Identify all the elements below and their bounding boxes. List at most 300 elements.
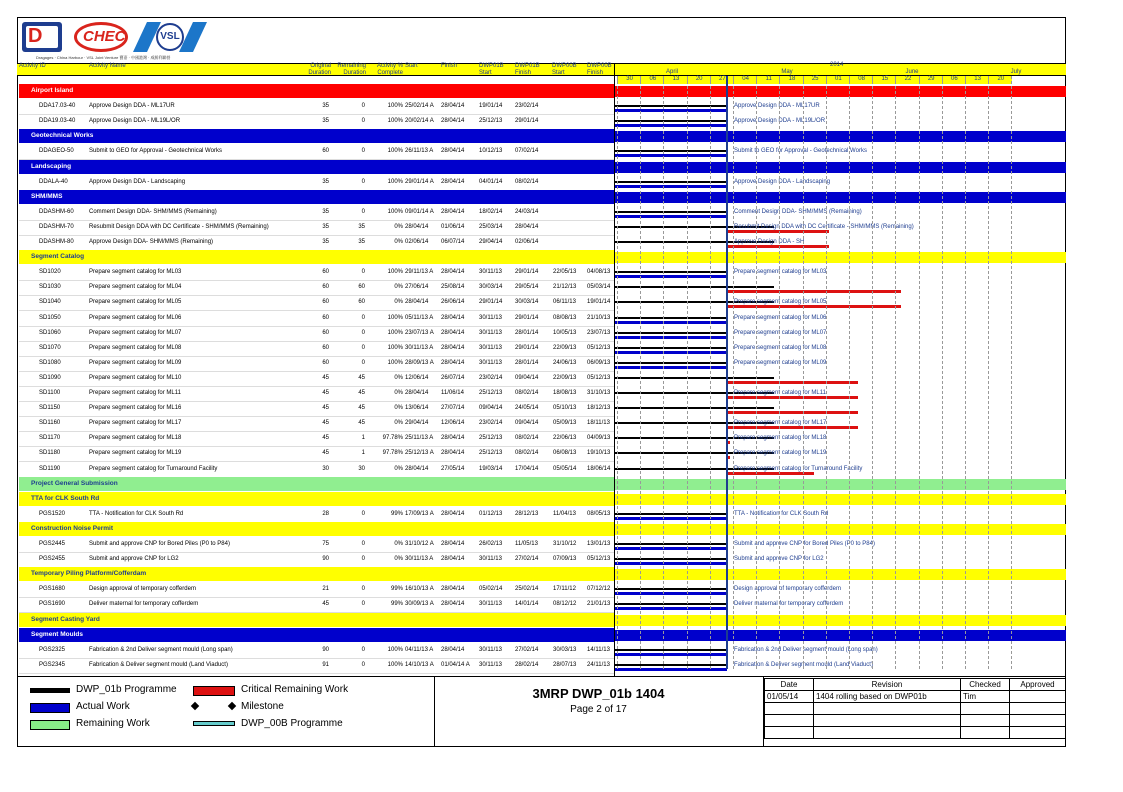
cell-start: 20/02/14 A [405, 118, 434, 125]
cell-bs: 30/11/13 [479, 269, 502, 276]
cell-bf: 24/03/14 [515, 208, 539, 215]
cell-rd: 0 [361, 510, 365, 517]
table-row[interactable] [19, 507, 614, 523]
col-activity-id: Activity ID [19, 63, 46, 69]
cell-start: 30/11/13 A [405, 556, 434, 563]
timescale-month: May [781, 69, 793, 75]
legend-milestone: Milestone [241, 701, 284, 712]
table-row[interactable] [19, 144, 614, 160]
section-gantt-band [614, 131, 1066, 142]
cell-id: PGS1680 [39, 586, 66, 593]
critical-bar [727, 245, 829, 248]
cell-bs: 10/12/13 [479, 148, 503, 155]
logo-caption: Dragages · China Harbour · VSL Joint Venture 寶嘉 · 中國港灣 · 威勝利聯營 [36, 55, 171, 60]
gantt-bar-label: Prepare segment catalog for ML19 [734, 450, 827, 457]
cell-of: 18/06/14 [587, 465, 611, 472]
cell-id: PGS2445 [39, 541, 66, 547]
cell-start: 13/06/14 [405, 405, 429, 412]
cell-bf: 28/04/14 [515, 223, 539, 230]
cell-rd: 0 [361, 646, 365, 653]
section-gantt-band [614, 494, 1066, 505]
cell-os: 28/07/13 [553, 661, 577, 668]
cell-bf: 08/02/14 [515, 178, 539, 185]
cell-name: Submit and approve CNP for LG2 [89, 556, 179, 563]
gantt-gridline [733, 76, 734, 669]
cell-finish: 28/04/14 [441, 601, 465, 608]
cell-os: 31/10/12 [553, 541, 577, 547]
cell-rd: 0 [361, 148, 365, 155]
col-dwp01b-finish: DWP01B Finish [515, 63, 540, 76]
cell-od: 35 [322, 103, 329, 110]
cell-rd: 0 [361, 178, 365, 185]
gantt-gridline [849, 76, 850, 669]
cell-finish: 28/04/14 [441, 646, 465, 653]
cell-od: 45 [322, 405, 329, 412]
cell-rd: 45 [358, 390, 365, 396]
cell-bs: 04/01/14 [479, 178, 503, 185]
cell-finish: 01/06/14 [441, 223, 465, 230]
cell-rd: 0 [361, 314, 365, 321]
table-row[interactable] [19, 205, 614, 221]
table-row[interactable] [19, 295, 614, 311]
cell-start: 30/09/13 A [405, 601, 434, 608]
cell-pct: 100% [387, 646, 403, 653]
cell-rd: 0 [361, 329, 365, 336]
cell-pct: 100% [387, 148, 403, 155]
cell-id: SD1080 [39, 359, 61, 366]
cell-rd: 35 [358, 223, 365, 230]
timescale-week: 27 [710, 76, 734, 84]
cell-of: 14/11/13 [587, 646, 610, 653]
cell-name: Prepare segment catalog for ML07 [89, 329, 182, 336]
section-header [19, 628, 614, 642]
cell-rd: 0 [361, 359, 365, 366]
cell-pct: 99% [390, 601, 403, 608]
cell-id: SD1070 [39, 344, 61, 351]
cell-rd: 1 [361, 450, 365, 457]
cell-of: 18/12/13 [587, 405, 611, 412]
table-row[interactable] [19, 431, 614, 447]
table-row[interactable] [19, 99, 614, 115]
chec-logo: CHEC [74, 22, 128, 52]
cell-bf: 27/02/14 [515, 646, 539, 653]
cell-od: 35 [322, 178, 329, 185]
table-row[interactable] [19, 582, 614, 598]
cell-of: 13/01/13 [587, 541, 611, 547]
programme-bar [614, 377, 774, 379]
col-start: Start [405, 63, 418, 69]
legend-actual: Actual Work [76, 701, 130, 712]
cell-start: 25/12/13 A [405, 450, 434, 457]
section-header [19, 84, 614, 98]
cell-finish: 26/07/14 [441, 374, 465, 381]
timescale-year: 2014 [830, 62, 844, 68]
cell-bf: 29/01/14 [515, 314, 539, 321]
cell-finish: 28/04/14 [441, 359, 465, 366]
cell-pct: 0% [394, 420, 403, 427]
critical-bar [727, 426, 858, 429]
section-label: Segment Catalog [31, 253, 85, 261]
cell-start: 28/09/13 A [405, 359, 434, 366]
cell-bf: 29/05/14 [515, 284, 539, 291]
cell-rd: 45 [358, 420, 365, 427]
cell-name: Fabrication & 2nd Deliver segment mould (Long span) [89, 646, 233, 653]
cell-name: Resubmit Design DDA with DC Certificate - SHM/MMS (Remaining) [89, 223, 269, 230]
cell-od: 45 [322, 420, 329, 427]
cell-name: Prepare segment catalog for ML09 [89, 359, 182, 366]
cell-os: 07/09/13 [553, 556, 577, 563]
cell-of: 07/12/12 [587, 586, 611, 593]
cell-rd: 35 [358, 239, 365, 245]
timescale-week: 29 [919, 76, 943, 84]
cell-pct: 100% [387, 314, 403, 321]
gantt-gridline [687, 76, 688, 669]
cell-start: 23/07/13 A [405, 329, 434, 336]
cell-os: 06/08/13 [553, 450, 577, 457]
table-row[interactable] [19, 114, 614, 130]
cell-od: 60 [322, 148, 329, 155]
cell-od: 45 [322, 601, 329, 608]
timescale-week: 20 [687, 76, 711, 84]
programme-bar [614, 286, 774, 288]
critical-bar [727, 411, 858, 414]
cell-od: 45 [322, 390, 329, 396]
cell-name: Prepare segment catalog for ML05 [89, 299, 182, 306]
cell-od: 45 [322, 450, 329, 457]
cell-od: 90 [322, 556, 329, 563]
cell-start: 28/04/14 [405, 223, 429, 230]
gantt-bar-label: Resubmit Design DDA with DC Certificate - SHM/MMS (Remaining) [734, 223, 914, 230]
cell-pct: 100% [387, 661, 403, 668]
cell-pct: 0% [394, 405, 403, 412]
gantt-gridline [826, 76, 827, 669]
section-label: Construction Noise Permit [31, 524, 113, 532]
section-label: Airport Island [31, 87, 74, 94]
cell-rd: 0 [361, 661, 365, 668]
cell-bf: 28/02/14 [515, 661, 539, 668]
cell-bs: 30/11/13 [479, 344, 502, 351]
cell-os: 06/11/13 [553, 299, 576, 306]
table-row[interactable] [19, 280, 614, 296]
cell-id: DDAGEO-50 [39, 148, 74, 155]
cell-id: PGS2345 [39, 661, 66, 668]
legend-remaining: Remaining Work [76, 718, 150, 729]
cell-bf: 28/01/14 [515, 329, 539, 336]
cell-rd: 45 [358, 374, 365, 381]
cell-name: Prepare segment catalog for ML03 [89, 269, 182, 276]
table-row[interactable] [19, 356, 614, 372]
cell-start: 29/01/14 A [405, 178, 434, 185]
table-row[interactable] [19, 401, 614, 417]
cell-od: 35 [322, 239, 329, 245]
cell-pct: 0% [394, 390, 403, 396]
cell-id: PGS2325 [39, 646, 66, 653]
table-row[interactable] [19, 220, 614, 236]
cell-od: 75 [322, 541, 329, 547]
cell-os: 22/09/13 [553, 374, 577, 381]
section-header [19, 477, 614, 491]
table-row[interactable] [19, 462, 614, 478]
timescale-week: 11 [756, 76, 780, 84]
cell-bf: 29/01/14 [515, 118, 539, 125]
gantt-bar-label: Approve Design DDA - ML19L/OR [734, 118, 826, 125]
cell-of: 19/01/14 [587, 299, 611, 306]
cell-id: DDASHM-80 [39, 239, 74, 245]
cell-pct: 0% [394, 239, 403, 245]
cell-name: Prepare segment catalog for ML06 [89, 314, 182, 321]
cell-bs: 25/12/13 [479, 118, 503, 125]
legend-dwp00b: DWP_00B Programme [241, 718, 343, 729]
cell-start: 26/11/13 A [405, 148, 434, 155]
cell-bf: 28/01/14 [515, 359, 539, 366]
cell-name: Fabrication & Deliver segment mould (Land Viaduct) [89, 661, 228, 668]
cell-pct: 0% [394, 299, 403, 306]
cell-bf: 08/02/14 [515, 435, 539, 442]
title-block-page: Page 2 of 17 [570, 704, 627, 715]
cell-rd: 0 [361, 208, 365, 215]
cell-os: 10/05/13 [553, 329, 577, 336]
cell-pct: 0% [394, 284, 403, 291]
cell-id: SD1090 [39, 374, 61, 381]
section-gantt-band [614, 569, 1066, 580]
cell-bs: 23/02/14 [479, 374, 503, 381]
section-label: Project General Submission [31, 479, 118, 487]
timescale-week: 01 [826, 76, 850, 84]
col-rem-duration: Remaining Duration [337, 63, 366, 76]
cell-finish: 06/07/14 [441, 239, 465, 245]
cell-bf: 23/02/14 [515, 103, 539, 110]
timescale-week: 13 [663, 76, 687, 84]
gantt-bar-label: Deliver maternal for temporary cofferdem [734, 601, 844, 608]
cell-rd: 45 [358, 405, 365, 412]
cell-finish: 25/08/14 [441, 284, 465, 291]
cell-pct: 0% [394, 223, 403, 230]
cell-bs: 30/11/13 [479, 359, 502, 366]
section-label: Landscaping [31, 162, 72, 170]
cell-od: 45 [322, 374, 329, 381]
col-dwp00b-start: DWP00B Start [552, 63, 577, 76]
table-row[interactable] [19, 416, 614, 432]
cell-os: 21/12/13 [553, 284, 577, 291]
cell-id: SD1190 [39, 465, 61, 472]
gantt-gridline [640, 76, 641, 669]
gantt-bar-label: Prepare segment catalog for ML11 [734, 390, 826, 396]
cell-of: 06/09/13 [587, 359, 611, 366]
cell-id: SD1100 [39, 390, 61, 396]
section-gantt-band [614, 479, 1066, 490]
cell-os: 18/08/13 [553, 390, 577, 396]
table-row[interactable] [19, 311, 614, 327]
rev-header-approved: Approved [1010, 679, 1066, 691]
cell-od: 60 [322, 284, 329, 291]
cell-os: 24/06/13 [553, 359, 577, 366]
cell-bs: 26/02/13 [479, 541, 503, 547]
cell-pct: 97.78% [382, 450, 403, 457]
cell-rd: 0 [361, 103, 365, 110]
cell-bf: 14/01/14 [515, 601, 539, 608]
cell-rd: 0 [361, 601, 365, 608]
gantt-gridline [779, 76, 780, 669]
table-row[interactable] [19, 265, 614, 281]
cell-of: 21/10/13 [587, 314, 611, 321]
col-dwp01b-start: DWP01B Start [479, 63, 504, 76]
table-row[interactable] [19, 235, 614, 251]
cell-bf: 09/04/14 [515, 420, 539, 427]
cell-pct: 100% [387, 208, 403, 215]
section-header [19, 250, 614, 264]
table-gantt-separator [614, 63, 615, 676]
cell-id: PGS1690 [39, 601, 66, 608]
cell-name: Submit and approve CNP for Bored Piles (P0 to P84) [89, 541, 230, 547]
section-label: Segment Casting Yard [31, 615, 100, 623]
gantt-bar-label: Fabrication & Deliver segment mould (Land Viaduct) [734, 661, 873, 668]
gantt-gridline [965, 76, 966, 669]
gantt-gridline [942, 76, 943, 669]
cell-od: 45 [322, 435, 329, 442]
table-row[interactable] [19, 658, 614, 674]
cell-od: 35 [322, 208, 329, 215]
cell-bs: 23/02/14 [479, 420, 503, 427]
cell-pct: 100% [387, 359, 403, 366]
gantt-gridline [1011, 76, 1012, 669]
cell-bf: 24/05/14 [515, 405, 539, 412]
cell-bs: 09/04/14 [479, 405, 503, 412]
programme-swatch [30, 688, 70, 693]
timescale-week: 30 [617, 76, 641, 84]
cell-of: 24/11/13 [587, 661, 610, 668]
gantt-bar-label: Fabrication & 2nd Deliver segment mould (Long span) [734, 646, 878, 653]
col-orig-duration: Original Duration [308, 63, 331, 76]
cell-finish: 27/05/14 [441, 465, 465, 472]
table-row[interactable] [19, 175, 614, 191]
cell-os: 08/08/13 [553, 314, 577, 321]
table-row[interactable] [19, 597, 614, 613]
cell-name: Submit to GEO for Approval - Geotechnical Works [89, 148, 222, 155]
cell-name: TTA - Notification for CLK South Rd [89, 510, 184, 517]
cell-rd: 0 [361, 344, 365, 351]
cell-rd: 0 [361, 118, 365, 125]
cell-bf: 27/02/14 [515, 556, 539, 563]
section-label: Temporary Piling Platform/Cofferdam [31, 570, 147, 578]
legend-programme: DWP_01b Programme [76, 684, 177, 695]
timescale-week: 13 [965, 76, 989, 84]
cell-id: DDASHM-70 [39, 223, 74, 230]
cell-name: Design approval of temporary cofferdem [89, 586, 196, 593]
section-gantt-band [614, 615, 1066, 626]
timescale-week: 18 [779, 76, 803, 84]
gantt-bar-label: Prepare segment catalog for ML18 [734, 435, 827, 442]
cell-bf: 28/12/13 [515, 510, 539, 517]
cell-bs: 30/11/13 [479, 329, 502, 336]
section-header [19, 190, 614, 204]
gantt-bar-label: Comment Design DDA- SHM/MMS (Remaining) [734, 208, 862, 215]
cell-os: 17/11/12 [553, 586, 576, 593]
legend-divider [17, 676, 1066, 677]
cell-bs: 30/11/13 [479, 646, 502, 653]
section-gantt-band [614, 86, 1066, 97]
cell-bf: 09/04/14 [515, 374, 539, 381]
table-row[interactable] [19, 341, 614, 357]
gantt-gridline [872, 76, 873, 669]
gantt-bar-label: Prepare segment catalog for ML07 [734, 329, 827, 336]
timescale-week: 25 [803, 76, 827, 84]
section-gantt-band [614, 524, 1066, 535]
table-row[interactable] [19, 643, 614, 659]
cell-bf: 17/04/14 [515, 465, 539, 472]
cell-start: 29/04/14 [405, 420, 429, 427]
gantt-gridline [663, 76, 664, 669]
table-row[interactable] [19, 386, 614, 402]
cell-finish: 28/04/14 [441, 314, 465, 321]
timescale-month: July [1010, 69, 1022, 75]
cell-bs: 25/12/13 [479, 390, 503, 396]
table-row[interactable] [19, 371, 614, 387]
cell-finish: 28/04/14 [441, 103, 465, 110]
gantt-bar-label: Prepare segment catalog for ML05 [734, 299, 827, 306]
cell-start: 14/10/13 A [405, 661, 434, 668]
cell-bf: 02/06/14 [515, 239, 539, 245]
table-row[interactable] [19, 552, 614, 568]
cell-rd: 0 [361, 586, 365, 593]
cell-od: 35 [322, 223, 329, 230]
timescale-week: 15 [872, 76, 896, 84]
section-header [19, 160, 614, 174]
gantt-bar-label: Prepare segment catalog for ML08 [734, 344, 827, 351]
cell-os: 22/06/13 [553, 435, 577, 442]
cell-finish: 28/04/14 [441, 344, 465, 351]
critical-bar [727, 396, 858, 399]
cell-of: 21/01/13 [587, 601, 611, 608]
cell-of: 05/12/13 [587, 374, 611, 381]
timescale-week: 04 [733, 76, 757, 84]
gantt-gridline [710, 76, 711, 669]
cell-id: SD1160 [39, 420, 61, 427]
section-header [19, 613, 614, 627]
cell-finish: 26/06/14 [441, 299, 465, 306]
table-row[interactable] [19, 326, 614, 342]
cell-id: SD1020 [39, 269, 61, 276]
cell-finish: 01/04/14 A [441, 661, 470, 668]
cell-of: 18/11/13 [587, 420, 610, 427]
table-row[interactable] [19, 446, 614, 462]
col-pct-complete: Activity % Complete [376, 63, 403, 76]
cell-od: 60 [322, 269, 329, 276]
cell-finish: 28/04/14 [441, 556, 465, 563]
cell-pct: 100% [387, 178, 403, 185]
section-header [19, 492, 614, 506]
cell-od: 21 [322, 586, 329, 593]
critical-bar [727, 290, 901, 293]
cell-of: 05/12/13 [587, 556, 611, 563]
cell-bs: 30/03/14 [479, 284, 503, 291]
cell-name: Prepare segment catalog for ML17 [89, 420, 182, 427]
cell-pct: 97.78% [382, 435, 403, 442]
cell-start: 09/01/14 A [405, 208, 434, 215]
cell-bf: 29/01/14 [515, 344, 539, 351]
cell-od: 60 [322, 299, 329, 306]
cell-pct: 0% [394, 541, 403, 547]
dragages-logo: D [22, 22, 62, 52]
section-label: TTA for CLK South Rd [31, 494, 100, 502]
cell-finish: 28/04/14 [441, 510, 465, 517]
revision-table [764, 678, 1066, 739]
cell-bs: 30/11/13 [479, 661, 502, 668]
cell-os: 05/09/13 [553, 420, 577, 427]
cell-id: SD1030 [39, 284, 61, 291]
cell-bs: 25/03/14 [479, 223, 503, 230]
table-row[interactable] [19, 537, 614, 553]
rev-checked: Tim [961, 691, 1010, 703]
